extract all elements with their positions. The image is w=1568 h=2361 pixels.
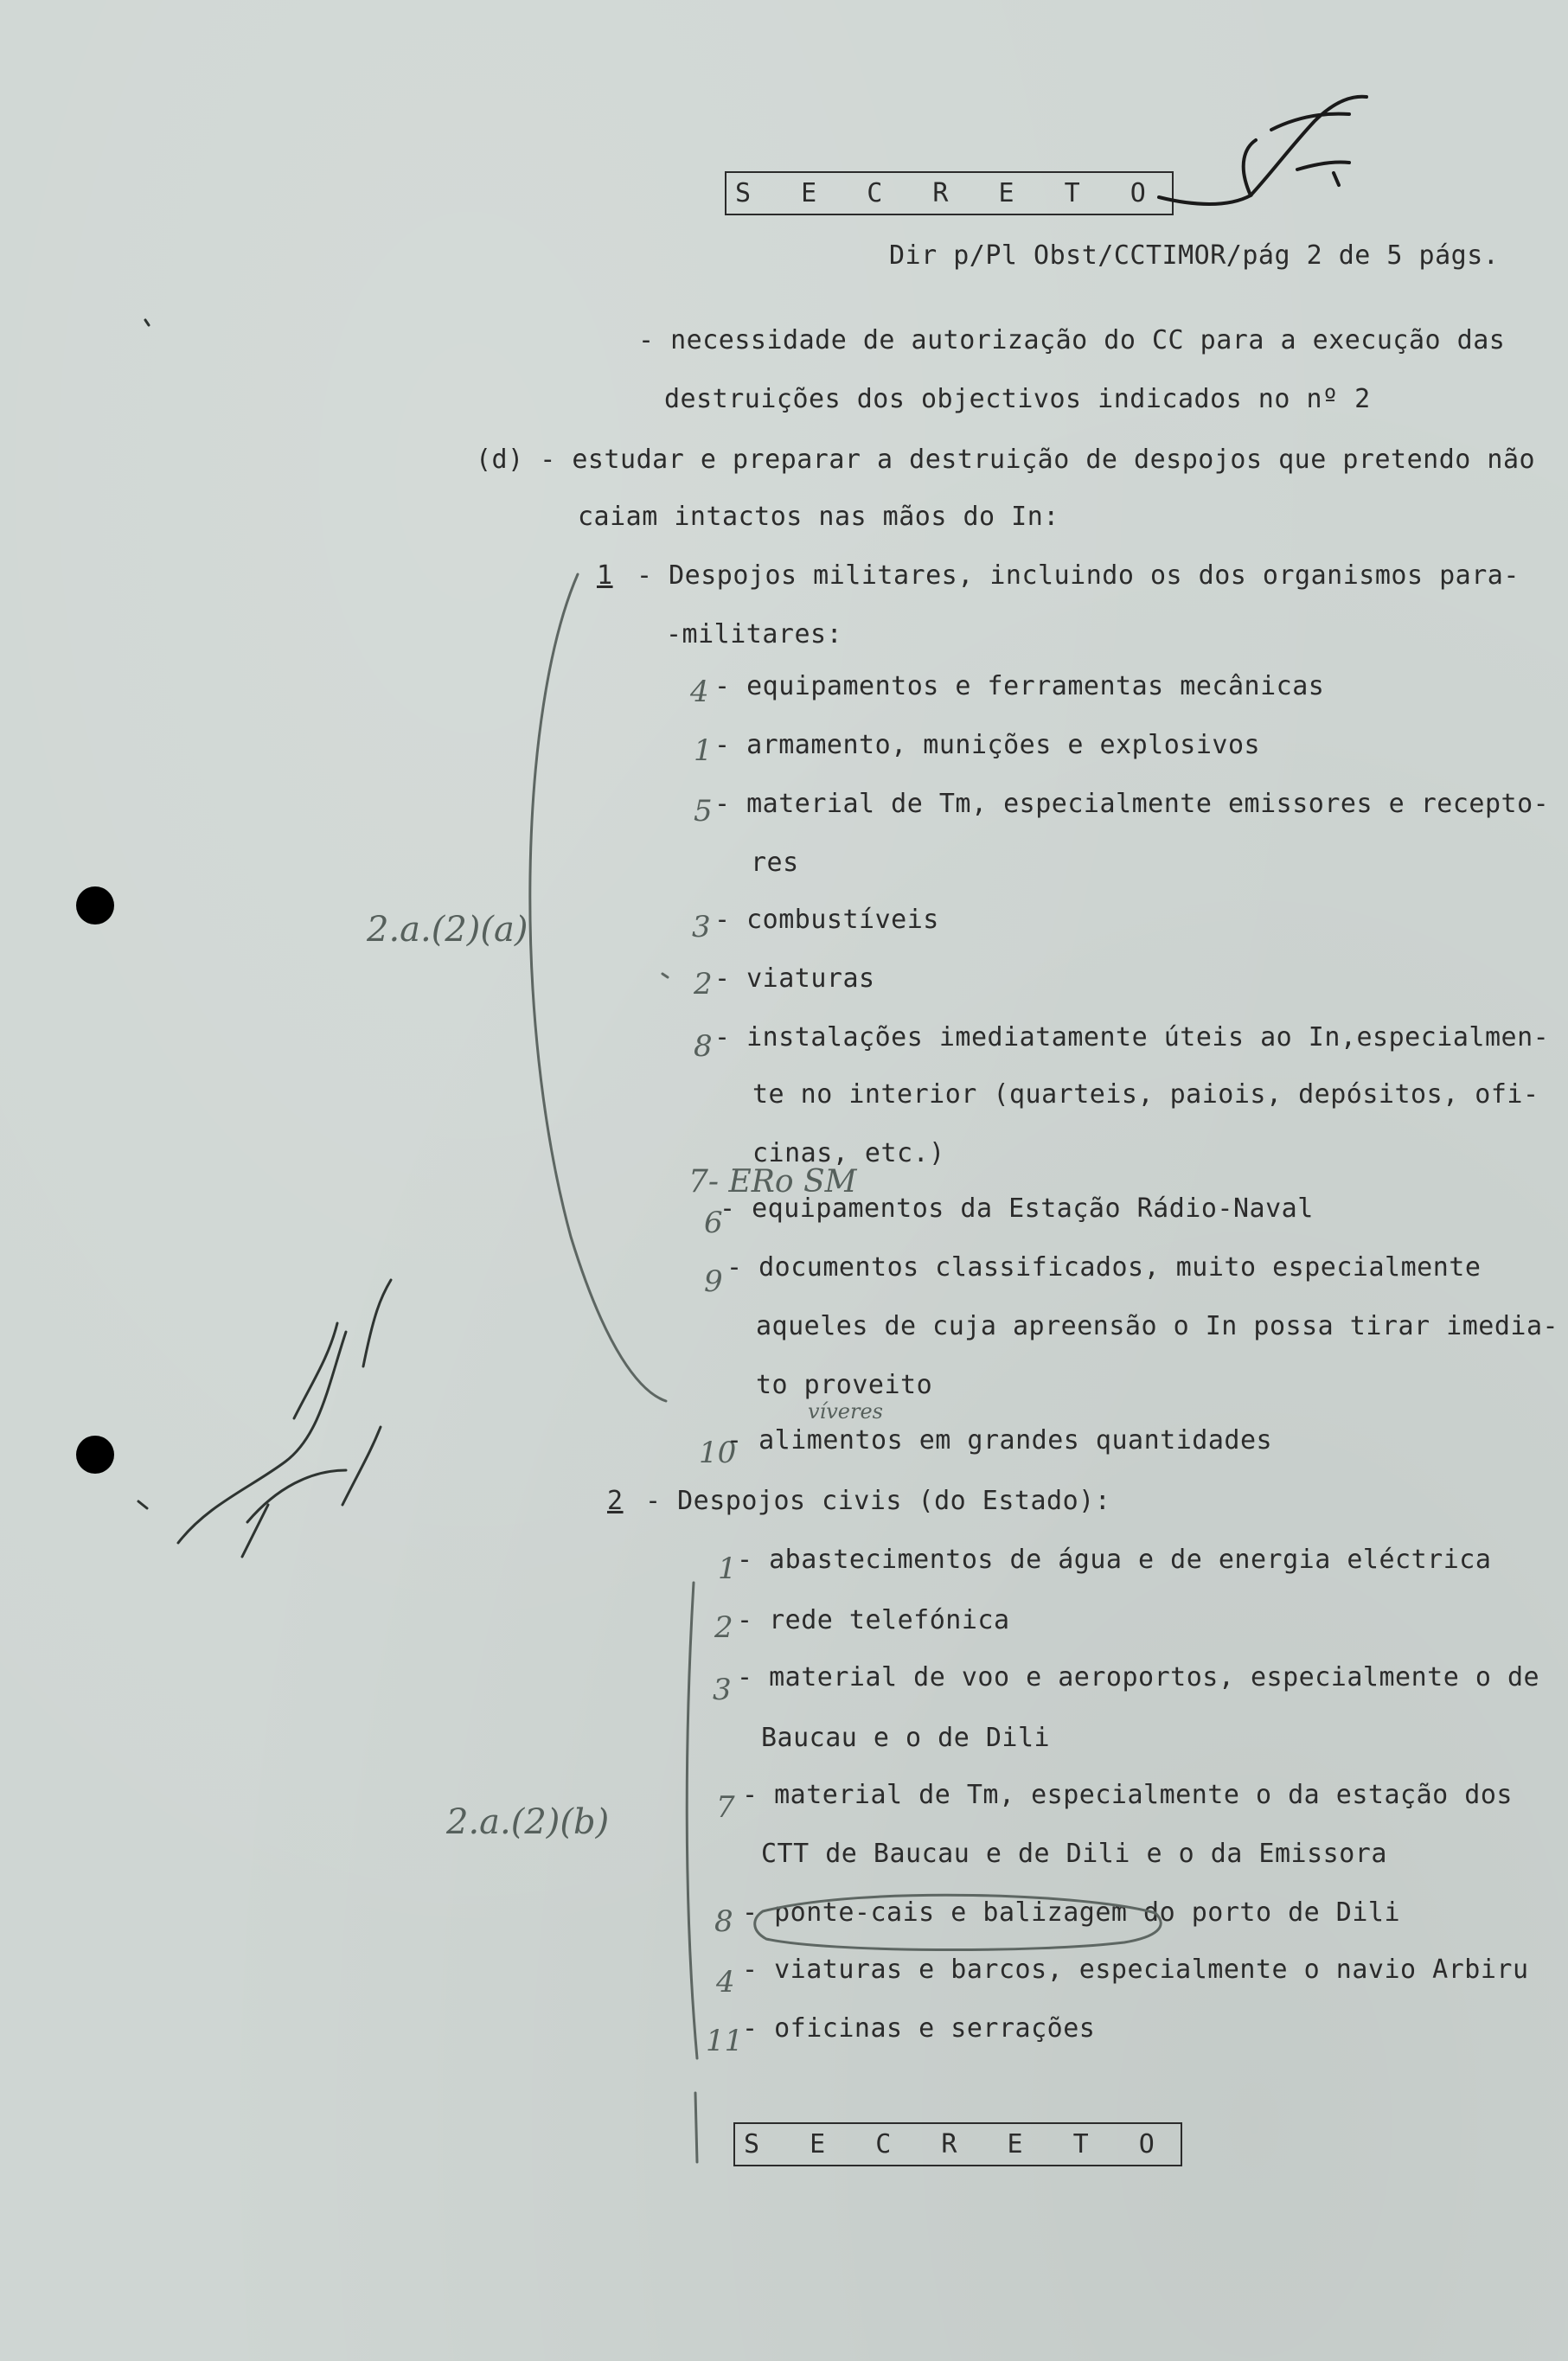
list-item: - documentos classificados, muito especialmente: [726, 1252, 1482, 1283]
item-mark: 2: [694, 967, 713, 1001]
list-item: - oficinas e serrações: [742, 2013, 1096, 2044]
group-2-heading: - Despojos civis (do Estado):: [645, 1486, 1111, 1516]
margin-tick-top: [145, 320, 149, 325]
scribble-annotation: [178, 1280, 391, 1557]
header-classification: S E C R E T O: [735, 178, 1163, 208]
item-mark: 10: [699, 1436, 737, 1470]
list-item-continued: to proveito: [756, 1370, 933, 1400]
item-mark: 3: [692, 910, 711, 944]
list-item: - viaturas e barcos, especialmente o navio Arbiru: [742, 1955, 1529, 1985]
section-d-line-1: (d) - estudar e preparar a destruição de despojos que pretendo não: [476, 445, 1536, 475]
bracket-label-a: 2.a.(2)(a): [367, 910, 528, 950]
item-mark: 9: [704, 1264, 723, 1299]
item-mark: 8: [694, 1029, 713, 1064]
list-item: - combustíveis: [714, 905, 939, 935]
intro-line-2: destruições dos objectivos indicados no nº 2: [664, 384, 1371, 414]
list-item-continued: res: [751, 848, 799, 878]
item-mark: 4: [690, 675, 709, 709]
item-mark: 5: [694, 794, 713, 829]
item-mark: 11: [706, 2024, 744, 2058]
handwritten-note-7: 7- ERo SM: [688, 1164, 857, 1200]
bracket-label-b: 2.a.(2)(b): [446, 1802, 610, 1842]
margin-tick-left: [138, 1501, 147, 1508]
list-item: - material de Tm, especialmente emissores e recepto-: [714, 789, 1550, 819]
list-item-continued: Baucau e o de Dili: [761, 1723, 1051, 1753]
list-item-continued: aqueles de cuja apreensão o In possa tirar imedia-: [756, 1311, 1559, 1341]
list-item-continued: cinas, etc.): [752, 1138, 945, 1168]
signature-mark: [1159, 97, 1366, 204]
intro-line-1: - necessidade de autorização do CC para a execução das: [638, 325, 1506, 355]
group-1-heading-line-2: -militares:: [666, 619, 843, 649]
circle-ponte-cais: [755, 1895, 1161, 1949]
item-mark: 7: [716, 1790, 735, 1825]
list-item: - material de voo e aeroportos, especialmente o de: [737, 1662, 1540, 1692]
item-mark: 2: [714, 1610, 733, 1645]
bracket-group-2: [687, 1583, 697, 2058]
item-mark: 4: [716, 1965, 735, 1999]
group-1-heading-line-1: - Despojos militares, incluindo os dos organismos para-: [637, 560, 1520, 591]
item-mark-tick: [662, 974, 668, 977]
list-item: - equipamentos da Estação Rádio-Naval: [720, 1193, 1314, 1224]
list-item-continued: te no interior (quarteis, paiois, depósitos, ofi-: [752, 1079, 1539, 1110]
list-item: - viaturas: [714, 963, 875, 994]
item-mark: 8: [714, 1904, 733, 1939]
item-mark: 6: [704, 1206, 723, 1240]
list-item: - alimentos em grandes quantidades: [726, 1425, 1273, 1456]
item-mark: 1: [718, 1552, 737, 1586]
list-item: - equipamentos e ferramentas mecânicas: [714, 671, 1325, 701]
group-2-number: 2: [607, 1486, 624, 1516]
list-item: - abastecimentos de água e de energia eléctrica: [737, 1545, 1492, 1575]
list-item: - armamento, munições e explosivos: [714, 730, 1261, 760]
list-item: - instalações imediatamente úteis ao In,especialmen-: [714, 1022, 1550, 1053]
group-1-number: 1: [597, 560, 613, 591]
document-reference: Dir p/Pl Obst/CCTIMOR/pág 2 de 5 págs.: [889, 240, 1500, 271]
handwritten-note-viveres: víveres: [808, 1399, 883, 1424]
list-item: - ponte-cais e balizagem do porto de Dili: [742, 1897, 1401, 1928]
list-item-continued: CTT de Baucau e de Dili e o da Emissora: [761, 1839, 1387, 1869]
section-d-line-2: caiam intactos nas mãos do In:: [578, 502, 1059, 532]
list-item: - material de Tm, especialmente o da estação dos: [742, 1780, 1513, 1810]
item-mark: 1: [694, 733, 713, 768]
item-mark: 3: [713, 1673, 732, 1707]
bracket-group-1: [530, 574, 666, 1401]
bracket-footer-tick: [695, 2093, 697, 2162]
list-item: - rede telefónica: [737, 1605, 1010, 1635]
footer-classification: S E C R E T O: [744, 2129, 1172, 2159]
